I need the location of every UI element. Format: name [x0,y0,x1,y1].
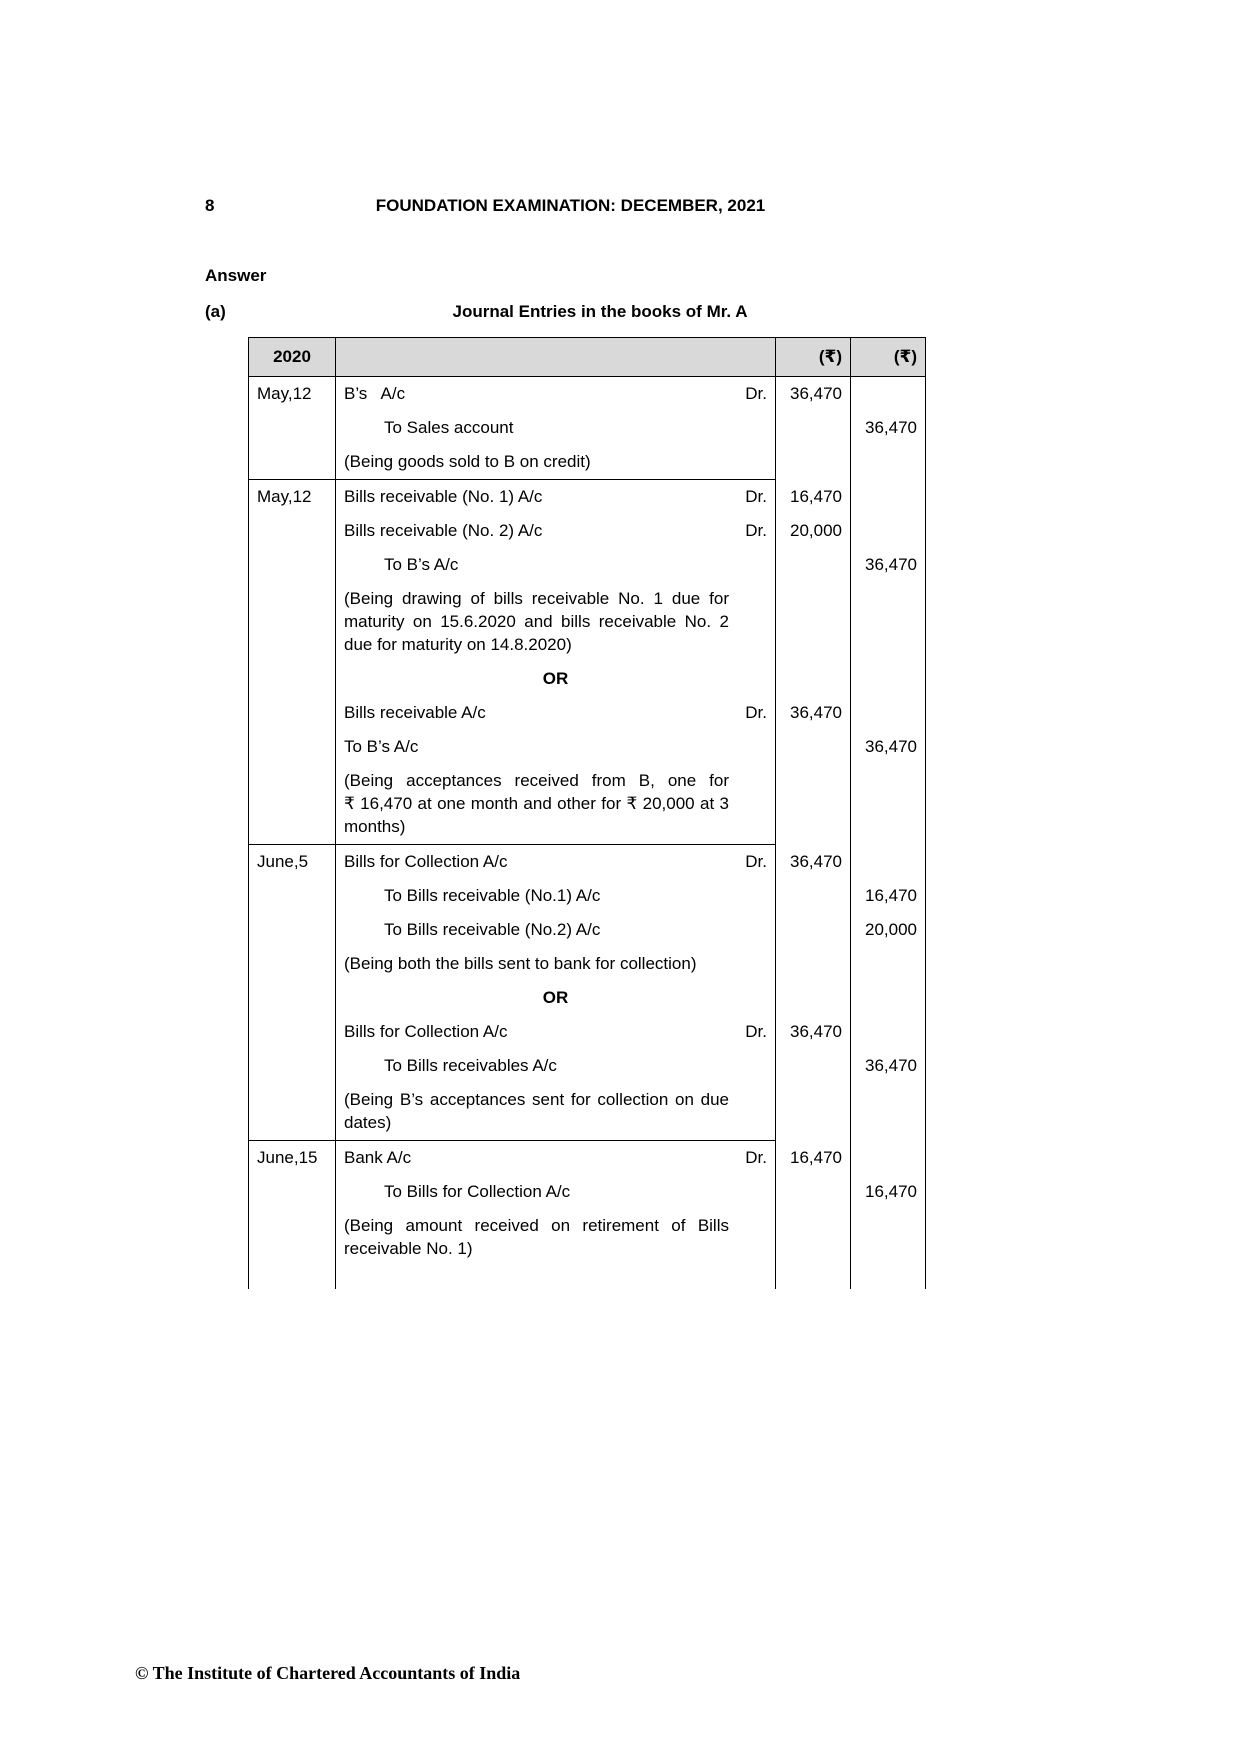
narration-text: (Being amount received on retirement of Bills receivable No. 1) [344,1216,734,1258]
particulars-cell [336,1209,776,1266]
account-line-text: To Bills receivable (No.2) A/c [384,920,601,939]
account-line-text: Bank A/c [344,1148,412,1167]
page-number: 8 [205,196,215,215]
entry-date: June,5 [249,845,336,1141]
entry-date: May,12 [249,377,336,480]
debit-amount: 36,470 [776,1015,851,1049]
account-line-text: Bills for Collection A/c [344,1022,508,1041]
journal-line-row [249,981,926,1015]
header-particulars [336,338,776,377]
account-line-text: Bills receivable (No. 1) A/c [344,487,543,506]
narration-text: (Being drawing of bills receivable No. 1 due for maturity on 15.6.2020 and bills receivable No. 2 due for maturity on 14.8.2020) [344,589,734,654]
debit-amount [776,1049,851,1083]
debit-amount: 36,470 [776,377,851,412]
journal-line-row [249,377,926,412]
debit-amount [776,1083,851,1141]
particulars-cell [336,514,776,548]
dr-label: Dr. [745,384,767,403]
journal-line-row [249,764,926,845]
credit-amount [851,582,926,662]
journal-line-row [249,879,926,913]
credit-amount: 16,470 [851,1175,926,1209]
debit-amount [776,582,851,662]
dr-label: Dr. [745,521,767,540]
debit-amount: 16,470 [776,480,851,515]
debit-amount [776,947,851,981]
account-line-text: To B’s A/c [384,555,459,574]
particulars-cell [336,445,776,480]
answer-label: Answer [205,266,267,285]
part-label: (a) [205,302,226,321]
credit-amount: 20,000 [851,913,926,947]
journal-line-row [249,411,926,445]
credit-amount: 36,470 [851,548,926,582]
credit-amount [851,1083,926,1141]
credit-amount [851,445,926,480]
account-line-text: To Bills for Collection A/c [384,1182,571,1201]
debit-amount [776,1175,851,1209]
header-debit-rupee: (₹) [776,338,851,377]
or-separator: OR [336,662,776,696]
particulars-cell [336,879,776,913]
debit-amount [776,662,851,696]
journal-line-row [249,1049,926,1083]
journal-line-row [249,582,926,662]
particulars-cell [336,845,776,880]
journal-line-row [249,445,926,480]
credit-amount [851,662,926,696]
credit-amount [851,981,926,1015]
table-header-row [249,338,926,377]
journal-line-row [249,548,926,582]
narration-text: (Being B’s acceptances sent for collection on due dates) [344,1090,734,1132]
credit-amount: 36,470 [851,1049,926,1083]
account-line-text: To Sales account [384,418,514,437]
dr-label: Dr. [745,1148,767,1167]
particulars-cell [336,377,776,412]
journal-line-row [249,1083,926,1141]
credit-amount: 36,470 [851,411,926,445]
header-year: 2020 [249,338,336,377]
credit-amount [851,480,926,515]
particulars-cell [336,947,776,981]
particulars-cell [336,411,776,445]
credit-amount [851,1209,926,1266]
particulars-cell [336,548,776,582]
account-line-text: To Bills receivable (No.1) A/c [384,886,601,905]
debit-amount [776,548,851,582]
entry-date: June,15 [249,1141,336,1267]
exam-header-title: FOUNDATION EXAMINATION: DECEMBER, 2021 [375,196,766,215]
particulars-cell [336,1083,776,1141]
journal-line-row [249,1015,926,1049]
dr-label: Dr. [745,487,767,506]
account-line-text: B’s A/c [344,384,406,403]
particulars-cell [336,696,776,730]
debit-amount [776,445,851,480]
journal-entries-table [248,337,926,1289]
debit-amount [776,730,851,764]
debit-amount: 36,470 [776,696,851,730]
narration-text: (Being goods sold to B on credit) [344,452,591,471]
narration-text: (Being acceptances received from B, one for ₹ 16,470 at one month and other for ₹ 20,000 at 3 months) [344,771,734,836]
journal-line-row [249,514,926,548]
journal-line-row [249,1175,926,1209]
dr-label: Dr. [745,852,767,871]
credit-amount [851,696,926,730]
account-line-text: Bills receivable (No. 2) A/c [344,521,543,540]
journal-line-row [249,662,926,696]
journal-line-row [249,1209,926,1266]
journal-line-row [249,696,926,730]
dr-label: Dr. [745,703,767,722]
particulars-cell [336,480,776,515]
dr-label: Dr. [745,1022,767,1041]
journal-line-row [249,480,926,515]
particulars-cell [336,730,776,764]
account-line-text: Bills receivable A/c [344,703,486,722]
particulars-cell [336,582,776,662]
header-credit-rupee: (₹) [851,338,926,377]
narration-text: (Being both the bills sent to bank for collection) [344,954,697,973]
or-separator: OR [336,981,776,1015]
credit-amount [851,377,926,412]
journal-line-row [249,845,926,880]
credit-amount [851,764,926,845]
particulars-cell [336,1175,776,1209]
debit-amount [776,764,851,845]
debit-amount [776,981,851,1015]
debit-amount [776,879,851,913]
particulars-cell [336,764,776,845]
journal-table-title: Journal Entries in the books of Mr. A [452,302,748,321]
credit-amount: 16,470 [851,879,926,913]
account-line-text: To B’s A/c [344,737,419,756]
particulars-cell [336,913,776,947]
account-line-text: Bills for Collection A/c [344,852,508,871]
credit-amount [851,845,926,880]
debit-amount: 36,470 [776,845,851,880]
credit-amount [851,1141,926,1176]
journal-line-row [249,913,926,947]
credit-amount [851,514,926,548]
credit-amount [851,1015,926,1049]
credit-amount: 36,470 [851,730,926,764]
debit-amount [776,913,851,947]
debit-amount: 16,470 [776,1141,851,1176]
footer-copyright: © The Institute of Chartered Accountants of India [135,1663,521,1683]
debit-amount: 20,000 [776,514,851,548]
particulars-cell [336,1015,776,1049]
particulars-cell [336,1141,776,1176]
journal-line-row [249,730,926,764]
credit-amount [851,947,926,981]
entry-date: May,12 [249,480,336,845]
journal-line-row [249,1141,926,1176]
particulars-cell [336,1049,776,1083]
account-line-text: To Bills receivables A/c [384,1056,557,1075]
debit-amount [776,1209,851,1266]
journal-line-row [249,947,926,981]
debit-amount [776,411,851,445]
table-tail-row [249,1266,926,1289]
